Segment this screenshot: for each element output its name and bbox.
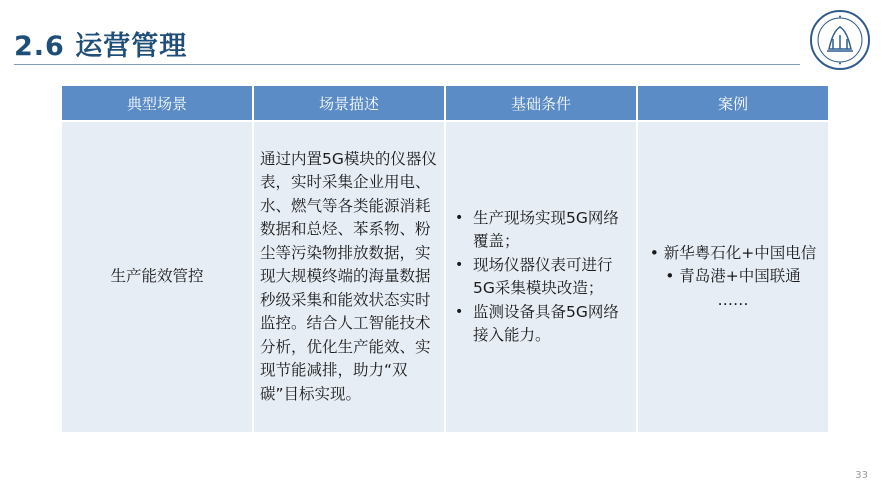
table-header-row — [62, 86, 828, 120]
description-text: 通过内置5G模块的仪器仪表，实时采集企业用电、水、燃气等各类能源消耗数据和总烃、苯系物、粉尘等污染物排放数据，实现大规模终端的海量数据秒级采集和能效状态实时监控。结合人工智能技术分析，优化生产能效、实现节能减排，助力“双碳”目标实现。 — [260, 149, 437, 403]
university-logo — [809, 9, 871, 71]
operations-table — [60, 84, 830, 434]
header-cases: 案例 — [638, 86, 828, 120]
header-description: 场景描述 — [254, 86, 444, 120]
table-row — [62, 122, 828, 432]
cell-description — [254, 122, 444, 432]
header-scene: 典型场景 — [62, 86, 252, 120]
list-item: • 现场仪器仪表可进行5G采集模块改造； — [455, 255, 613, 297]
bullet-icon: • — [455, 256, 464, 273]
list-item: • 生产现场实现5G网络覆盖； — [455, 208, 619, 250]
conditions-list — [447, 207, 635, 348]
page-number: 33 — [855, 470, 868, 481]
header-conditions: 基础条件 — [446, 86, 636, 120]
title-divider — [14, 64, 800, 65]
slide-title: 2.6 运营管理 — [14, 31, 188, 62]
case-item: • 新华粤石化+中国电信 — [649, 243, 817, 262]
cell-scene: 生产能效管控 — [62, 122, 252, 432]
bullet-icon: • — [455, 303, 464, 320]
case-item: • 青岛港+中国联通 — [665, 267, 801, 286]
cell-cases — [638, 122, 828, 432]
bullet-icon: • — [455, 209, 464, 226]
case-ellipsis: …… — [717, 290, 749, 309]
cell-conditions — [446, 122, 636, 432]
list-item: • 监测设备具备5G网络接入能力。 — [455, 302, 619, 344]
